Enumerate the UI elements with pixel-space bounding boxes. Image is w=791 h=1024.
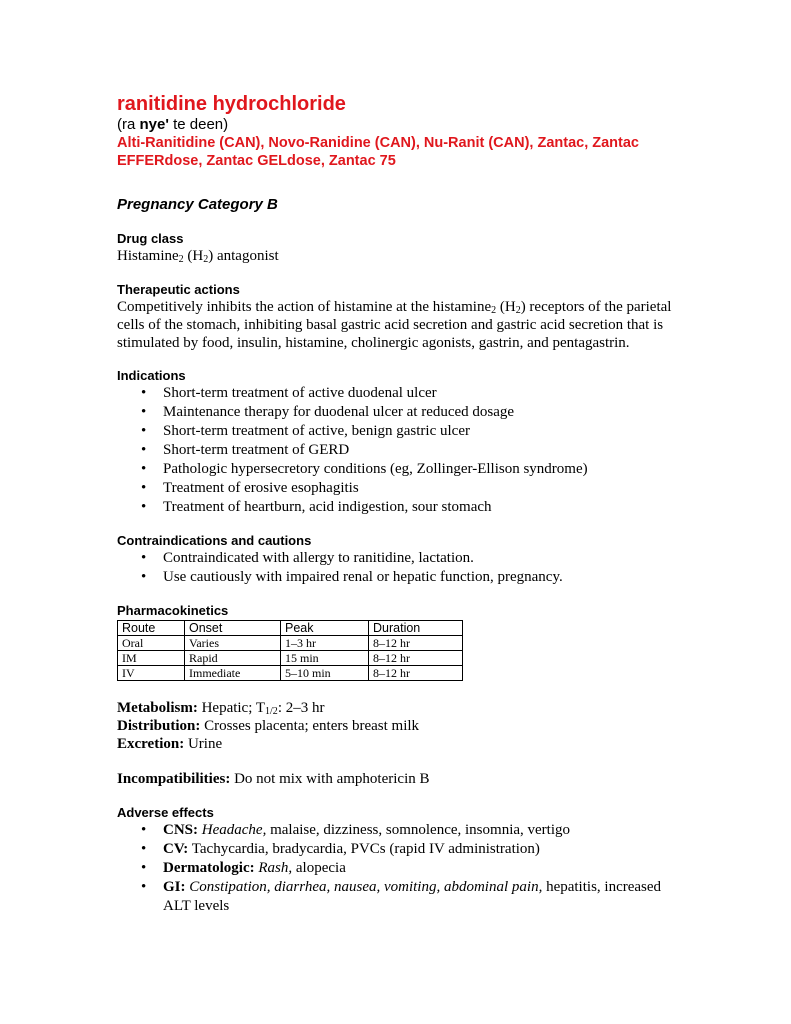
- list-item: • Treatment of heartburn, acid indigestion, sour stomach: [117, 498, 677, 517]
- distribution-label: Distribution:: [117, 718, 201, 734]
- table-row: [118, 666, 463, 681]
- table-header-cell: Duration: [369, 621, 463, 636]
- metabolism-text-a: Hepatic; T: [197, 700, 266, 716]
- adverse-effects-heading: Adverse effects: [117, 805, 214, 820]
- table-header-cell: Onset: [185, 621, 281, 636]
- list-item: • Use cautiously with impaired renal or hepatic function, pregnancy.: [117, 568, 677, 587]
- indications-heading: Indications: [117, 368, 186, 383]
- pronunciation-prefix: (ra: [117, 116, 140, 133]
- pharmacokinetics-table: [117, 620, 463, 681]
- metabolism-text-b: : 2–3 hr: [277, 700, 325, 716]
- therapeutic-section: [117, 282, 677, 352]
- list-item: • Short-term treatment of GERD: [117, 441, 677, 460]
- table-cell: Immediate: [185, 666, 281, 681]
- contraindications-heading: Contraindications and cautions: [117, 533, 312, 548]
- gi-italic: Constipation, diarrhea, nausea, vomiting, abdominal pain,: [189, 879, 543, 895]
- pregnancy-category: Pregnancy Category B: [117, 196, 278, 213]
- therapeutic-text-b: (H: [496, 299, 516, 315]
- cns-italic: Headache,: [201, 822, 267, 838]
- metabolism-label: Metabolism:: [117, 700, 198, 716]
- derm-italic: Rash,: [258, 860, 293, 876]
- pharmacokinetics-heading: Pharmacokinetics: [117, 603, 229, 618]
- list-item: [117, 859, 677, 878]
- therapeutic-sub-b: 2: [515, 305, 521, 316]
- pronunciation-suffix: te deen): [168, 116, 229, 133]
- table-cell: 8–12 hr: [369, 651, 463, 666]
- table-cell: 15 min: [281, 651, 369, 666]
- excretion-label: Excretion:: [117, 736, 185, 752]
- metabolism-line: [117, 699, 677, 717]
- therapeutic-text-a: Competitively inhibits the action of histamine at the histamine: [117, 299, 492, 315]
- drug-title: ranitidine hydrochloride: [117, 93, 346, 115]
- table-cell: Varies: [185, 636, 281, 651]
- indications-list: [117, 384, 677, 517]
- cv-label: CV:: [163, 841, 189, 857]
- pharmacokinetics-section: [117, 603, 677, 681]
- pronunciation-stress: nye': [139, 116, 169, 133]
- drug-class-text-b: (H: [183, 248, 204, 264]
- contraindications-list: [117, 549, 677, 587]
- derm-rest: alopecia: [292, 860, 346, 876]
- adverse-effects-section: [117, 805, 677, 916]
- gi-rest: hepatitis, increased ALT levels: [163, 879, 662, 914]
- metabolism-sub: 1/2: [265, 706, 278, 717]
- drug-class-sub-a: 2: [178, 254, 184, 265]
- drug-class-text-a: Histamine: [117, 248, 179, 264]
- drug-class-text: [117, 247, 677, 265]
- list-item: [117, 840, 677, 859]
- list-item: • Pathologic hypersecretory conditions (eg, Zollinger-Ellison syndrome): [117, 460, 677, 479]
- table-cell: 5–10 min: [281, 666, 369, 681]
- excretion-line: [117, 735, 677, 753]
- cns-label: CNS:: [163, 822, 199, 838]
- table-cell: IV: [118, 666, 185, 681]
- table-cell: 8–12 hr: [369, 666, 463, 681]
- table-cell: 8–12 hr: [369, 636, 463, 651]
- cns-rest: malaise, dizziness, somnolence, insomnia, vertigo: [266, 822, 571, 838]
- table-row: [118, 636, 463, 651]
- list-item: • Short-term treatment of active, benign gastric ulcer: [117, 422, 677, 441]
- therapeutic-text: [117, 298, 677, 352]
- pronunciation: [117, 116, 677, 134]
- table-cell: Oral: [118, 636, 185, 651]
- drug-class-heading: Drug class: [117, 231, 184, 246]
- incompatibilities-line: [117, 770, 677, 788]
- therapeutic-text-c: ) receptors of the parietal cells of the stomach, inhibiting basal gastric acid secretion and gastric acid secretion that is stimulated by food, insulin, histamine, cholinergic agonists, gastrin, and pentagastrin.: [117, 299, 672, 351]
- brand-names: Alti-Ranitidine (CAN), Novo-Ranidine (CAN), Nu-Ranit (CAN), Zantac, Zantac EFFERdose, Zantac GELdose, Zantac 75: [117, 135, 639, 169]
- table-row: [118, 651, 463, 666]
- drug-class-text-c: ) antagonist: [208, 248, 279, 264]
- list-item: [117, 821, 677, 840]
- excretion-text: Urine: [184, 736, 223, 752]
- list-item: • Treatment of erosive esophagitis: [117, 479, 677, 498]
- list-item: • Contraindicated with allergy to ranitidine, lactation.: [117, 549, 677, 568]
- pk-details-section: [117, 699, 677, 753]
- drug-class-sub-b: 2: [203, 254, 209, 265]
- distribution-line: [117, 717, 677, 735]
- cv-rest: Tachycardia, bradycardia, PVCs (rapid IV administration): [188, 841, 540, 857]
- list-item: • Short-term treatment of active duodenal ulcer: [117, 384, 677, 403]
- table-cell: Rapid: [185, 651, 281, 666]
- indications-section: [117, 368, 677, 517]
- document-page: [117, 92, 677, 916]
- incompatibilities-text: Do not mix with amphotericin B: [230, 771, 430, 787]
- contraindications-section: [117, 533, 677, 587]
- list-item: [117, 878, 677, 916]
- adverse-effects-list: [117, 821, 677, 916]
- table-cell: IM: [118, 651, 185, 666]
- derm-label: Dermatologic:: [163, 860, 255, 876]
- distribution-text: Crosses placenta; enters breast milk: [200, 718, 420, 734]
- drug-class-section: [117, 231, 677, 265]
- therapeutic-sub-a: 2: [491, 305, 497, 316]
- table-header-row: [118, 621, 463, 636]
- table-header-cell: Peak: [281, 621, 369, 636]
- gi-label: GI:: [163, 879, 186, 895]
- table-header-cell: Route: [118, 621, 185, 636]
- table-cell: 1–3 hr: [281, 636, 369, 651]
- incompatibilities-label: Incompatibilities:: [117, 771, 231, 787]
- list-item: • Maintenance therapy for duodenal ulcer at reduced dosage: [117, 403, 677, 422]
- incompatibilities-section: [117, 770, 677, 788]
- therapeutic-heading: Therapeutic actions: [117, 282, 240, 297]
